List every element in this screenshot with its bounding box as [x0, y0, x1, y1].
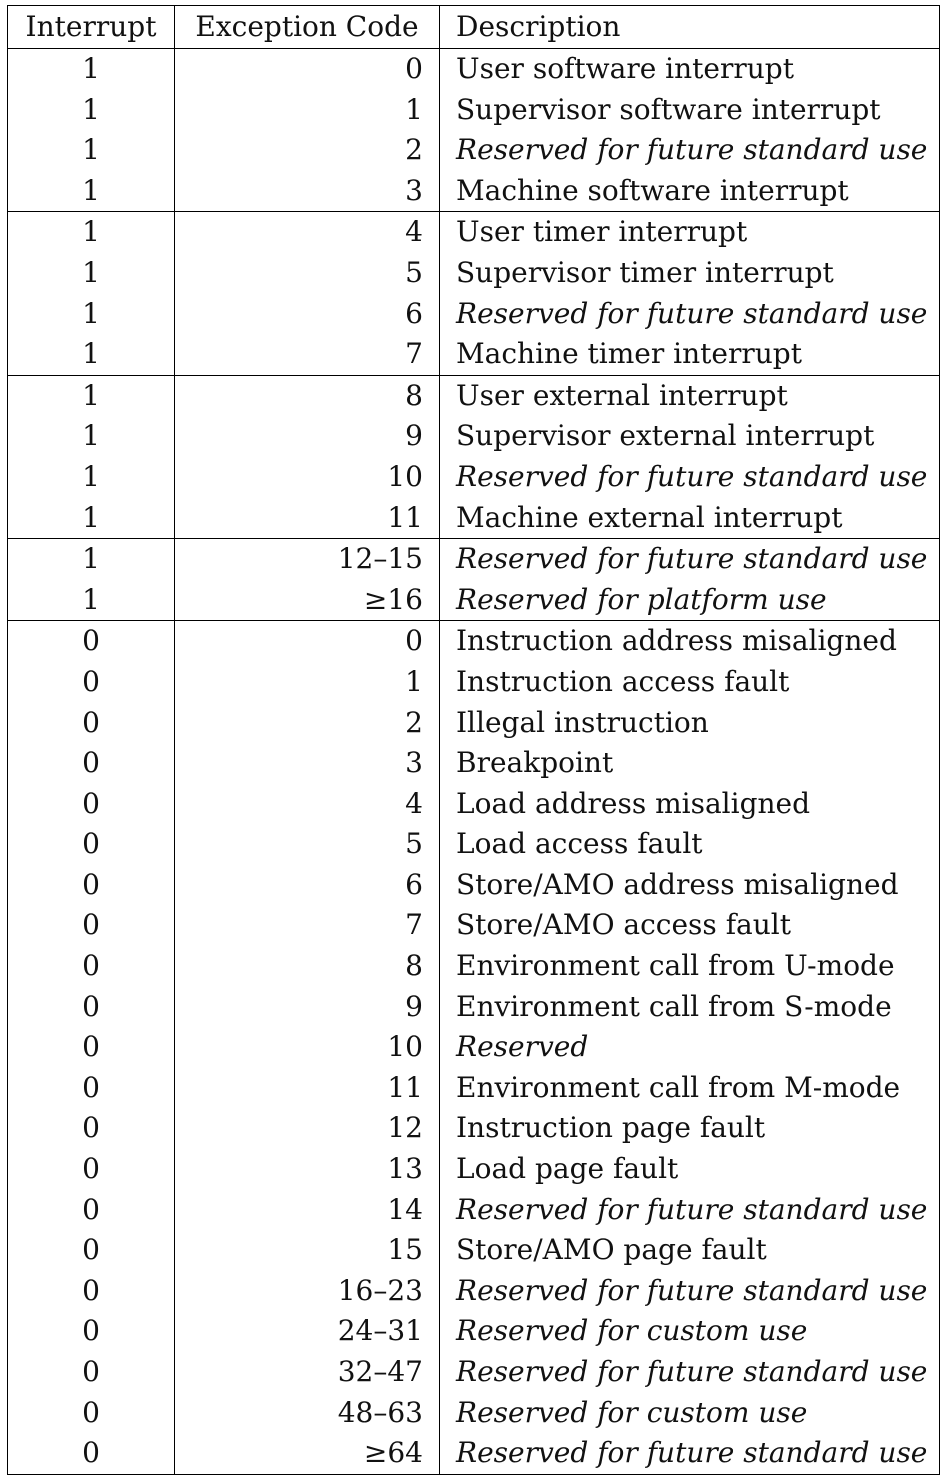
exception-code-cell: ≥16	[175, 580, 440, 621]
interrupt-cell: 1	[8, 416, 175, 457]
exception-code-cell: 9	[175, 987, 440, 1028]
description-cell: Store/AMO page fault	[440, 1230, 940, 1271]
table-row	[8, 987, 940, 1028]
header-row	[8, 6, 940, 49]
table-row	[8, 946, 940, 987]
interrupt-cell: 1	[8, 130, 175, 171]
exception-code-cell: 24–31	[175, 1311, 440, 1352]
description-cell: Store/AMO access fault	[440, 905, 940, 946]
description-cell: Supervisor external interrupt	[440, 416, 940, 457]
description-cell: Load page fault	[440, 1149, 940, 1190]
table-row	[8, 90, 940, 131]
interrupt-cell: 0	[8, 703, 175, 744]
table-row	[8, 1433, 940, 1474]
table-row	[8, 498, 940, 539]
description-cell: User timer interrupt	[440, 212, 940, 253]
table-row	[8, 49, 940, 90]
description-cell: Illegal instruction	[440, 703, 940, 744]
description-cell: Reserved for future standard use	[440, 1352, 940, 1393]
interrupt-cell: 0	[8, 905, 175, 946]
exception-code-cell: 11	[175, 498, 440, 539]
table-row	[8, 212, 940, 253]
table-body	[8, 49, 940, 1475]
table-row	[8, 253, 940, 294]
description-cell: Reserved for future standard use	[440, 130, 940, 171]
interrupt-cell: 0	[8, 1352, 175, 1393]
interrupt-cell: 1	[8, 539, 175, 580]
interrupt-cell: 0	[8, 1433, 175, 1474]
interrupt-cell: 1	[8, 334, 175, 375]
interrupt-cell: 1	[8, 375, 175, 416]
exception-code-cell: 0	[175, 49, 440, 90]
interrupt-cell: 1	[8, 49, 175, 90]
interrupt-cell: 1	[8, 294, 175, 335]
description-cell: Reserved for platform use	[440, 580, 940, 621]
table-header	[8, 6, 940, 49]
table-row	[8, 130, 940, 171]
exception-code-cell: 9	[175, 416, 440, 457]
table-row	[8, 703, 940, 744]
table-row	[8, 1393, 940, 1434]
exception-code-cell: 10	[175, 457, 440, 498]
description-cell: Machine software interrupt	[440, 171, 940, 212]
table-row	[8, 743, 940, 784]
description-cell: Breakpoint	[440, 743, 940, 784]
table-row	[8, 334, 940, 375]
table-row	[8, 457, 940, 498]
exception-code-cell: 32–47	[175, 1352, 440, 1393]
interrupt-cell: 0	[8, 1108, 175, 1149]
header-interrupt: Interrupt	[8, 6, 175, 49]
exception-code-cell: ≥64	[175, 1433, 440, 1474]
exception-code-cell: 1	[175, 90, 440, 131]
description-cell: User external interrupt	[440, 375, 940, 416]
exception-code-cell: 15	[175, 1230, 440, 1271]
exception-code-cell: 6	[175, 865, 440, 906]
table-row	[8, 662, 940, 703]
exception-code-cell: 3	[175, 743, 440, 784]
exception-code-table	[7, 5, 940, 1475]
interrupt-cell: 0	[8, 1190, 175, 1231]
interrupt-cell: 0	[8, 865, 175, 906]
description-cell: Reserved for future standard use	[440, 1433, 940, 1474]
interrupt-cell: 0	[8, 1230, 175, 1271]
description-cell: Supervisor software interrupt	[440, 90, 940, 131]
table-row	[8, 580, 940, 621]
exception-code-cell: 1	[175, 662, 440, 703]
description-cell: Environment call from S-mode	[440, 987, 940, 1028]
interrupt-cell: 1	[8, 90, 175, 131]
table-row	[8, 824, 940, 865]
exception-code-cell: 8	[175, 946, 440, 987]
interrupt-cell: 0	[8, 621, 175, 662]
table-row	[8, 1271, 940, 1312]
interrupt-cell: 0	[8, 1311, 175, 1352]
description-cell: Load access fault	[440, 824, 940, 865]
interrupt-cell: 1	[8, 171, 175, 212]
interrupt-cell: 1	[8, 457, 175, 498]
description-cell: Supervisor timer interrupt	[440, 253, 940, 294]
description-cell: Reserved for custom use	[440, 1393, 940, 1434]
table-row	[8, 1311, 940, 1352]
description-cell: User software interrupt	[440, 49, 940, 90]
interrupt-cell: 1	[8, 212, 175, 253]
description-cell: Reserved for custom use	[440, 1311, 940, 1352]
interrupt-cell: 0	[8, 946, 175, 987]
exception-code-cell: 4	[175, 784, 440, 825]
description-cell: Environment call from U-mode	[440, 946, 940, 987]
table-row	[8, 621, 940, 662]
table-row	[8, 1190, 940, 1231]
exception-code-cell: 5	[175, 824, 440, 865]
header-exception-code: Exception Code	[175, 6, 440, 49]
interrupt-cell: 0	[8, 824, 175, 865]
description-cell: Load address misaligned	[440, 784, 940, 825]
description-cell: Reserved for future standard use	[440, 539, 940, 580]
table-row	[8, 1352, 940, 1393]
exception-code-cell: 12	[175, 1108, 440, 1149]
exception-code-cell: 11	[175, 1068, 440, 1109]
description-cell: Reserved	[440, 1027, 940, 1068]
description-cell: Machine external interrupt	[440, 498, 940, 539]
exception-code-cell: 12–15	[175, 539, 440, 580]
exception-code-cell: 5	[175, 253, 440, 294]
table-row	[8, 865, 940, 906]
table-row	[8, 784, 940, 825]
table-row	[8, 539, 940, 580]
interrupt-cell: 0	[8, 662, 175, 703]
description-cell: Instruction page fault	[440, 1108, 940, 1149]
table-row	[8, 905, 940, 946]
interrupt-cell: 0	[8, 1149, 175, 1190]
table-row	[8, 1230, 940, 1271]
description-cell: Reserved for future standard use	[440, 457, 940, 498]
table-row	[8, 171, 940, 212]
exception-code-cell: 4	[175, 212, 440, 253]
exception-code-cell: 48–63	[175, 1393, 440, 1434]
interrupt-cell: 1	[8, 498, 175, 539]
interrupt-cell: 0	[8, 987, 175, 1028]
interrupt-cell: 0	[8, 1027, 175, 1068]
exception-code-cell: 3	[175, 171, 440, 212]
description-cell: Reserved for future standard use	[440, 1271, 940, 1312]
interrupt-cell: 1	[8, 580, 175, 621]
description-cell: Machine timer interrupt	[440, 334, 940, 375]
interrupt-cell: 0	[8, 1068, 175, 1109]
description-cell: Reserved for future standard use	[440, 294, 940, 335]
exception-code-cell: 10	[175, 1027, 440, 1068]
exception-code-cell: 16–23	[175, 1271, 440, 1312]
table-row	[8, 1068, 940, 1109]
table-row	[8, 1027, 940, 1068]
table-row	[8, 1149, 940, 1190]
interrupt-cell: 0	[8, 743, 175, 784]
table-row	[8, 1108, 940, 1149]
description-cell: Environment call from M-mode	[440, 1068, 940, 1109]
exception-code-cell: 2	[175, 130, 440, 171]
exception-code-cell: 8	[175, 375, 440, 416]
interrupt-cell: 0	[8, 1271, 175, 1312]
interrupt-cell: 1	[8, 253, 175, 294]
description-cell: Store/AMO address misaligned	[440, 865, 940, 906]
description-cell: Instruction address misaligned	[440, 621, 940, 662]
table-row	[8, 294, 940, 335]
table-row	[8, 416, 940, 457]
description-cell: Instruction access fault	[440, 662, 940, 703]
exception-code-cell: 14	[175, 1190, 440, 1231]
header-description: Description	[440, 6, 940, 49]
exception-code-cell: 7	[175, 905, 440, 946]
exception-code-cell: 2	[175, 703, 440, 744]
interrupt-cell: 0	[8, 1393, 175, 1434]
exception-code-cell: 0	[175, 621, 440, 662]
table-row	[8, 375, 940, 416]
exception-code-cell: 13	[175, 1149, 440, 1190]
exception-code-cell: 6	[175, 294, 440, 335]
description-cell: Reserved for future standard use	[440, 1190, 940, 1231]
interrupt-cell: 0	[8, 784, 175, 825]
exception-code-cell: 7	[175, 334, 440, 375]
